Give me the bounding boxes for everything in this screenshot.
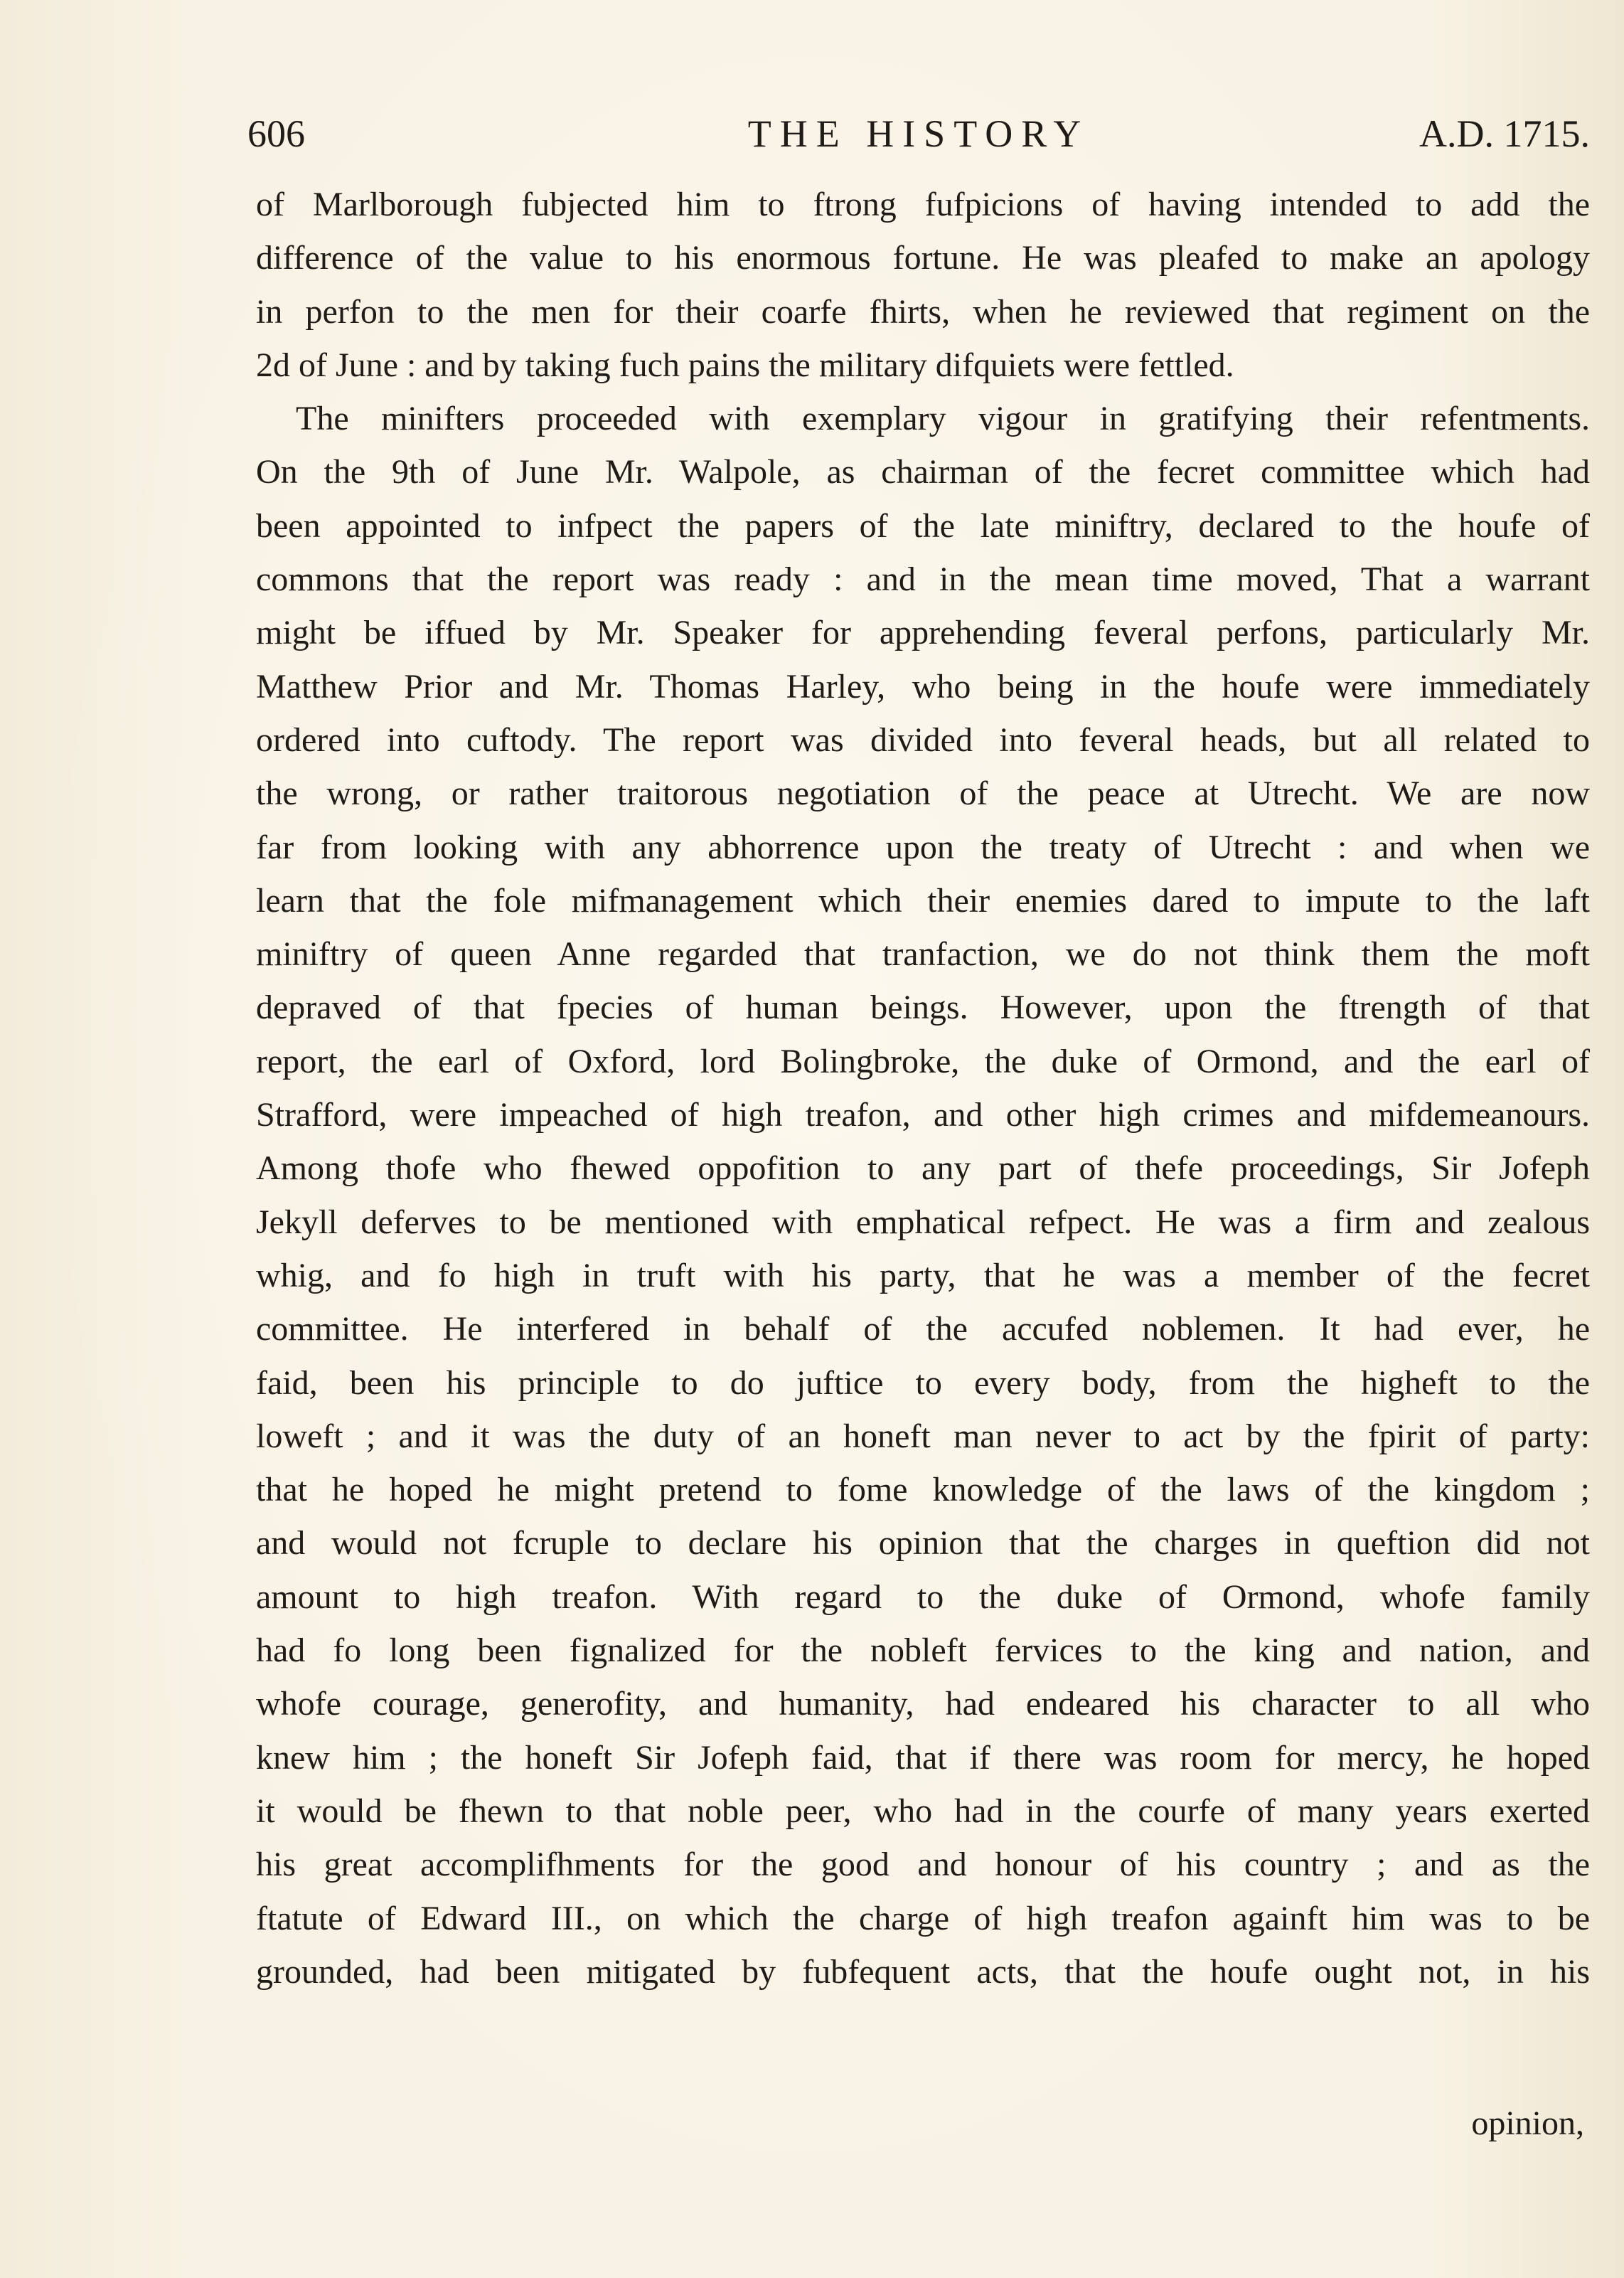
text-line: whig, and fo high in truft with his party, that he was a member of the fecret <box>256 1256 1590 1294</box>
text-line: The minifters proceeded with exemplary vigour in gratifying their refentments. <box>296 400 1590 438</box>
text-line: report, the earl of Oxford, lord Bolingbroke, the duke of Ormond, and the earl of <box>256 1042 1590 1080</box>
text-line: of Marlborough fubjected him to ftrong fufpicions of having intended to add the <box>256 186 1590 223</box>
text-line: knew him ; the honeft Sir Jofeph faid, that if there was room for mercy, he hoped <box>256 1738 1590 1777</box>
year-reference: A.D. 1715. <box>1419 112 1590 155</box>
text-line: faid, been his principle to do juftice to every body, from the higheft to the <box>256 1363 1590 1402</box>
text-line: might be iffued by Mr. Speaker for apprehending feveral perfons, particularly Mr. <box>256 614 1590 652</box>
text-line: Among thofe who fhewed oppofition to any part of thefe proceedings, Sir Jofeph <box>256 1149 1590 1188</box>
text-line: his great accomplifhments for the good and honour of his country ; and as the <box>256 1846 1590 1884</box>
text-line: Jekyll deferves to be mentioned with emphatical refpect. He was a firm and zealous <box>256 1203 1590 1241</box>
catchword: opinion, <box>1471 2104 1584 2142</box>
text-line: been appointed to infpect the papers of the late miniftry, declared to the houfe of <box>256 506 1590 545</box>
text-line: learn that the fole mifmanagement which their enemies dared to impute to the laft <box>256 881 1590 920</box>
page-number: 606 <box>247 112 305 155</box>
text-line: committee. He interfered in behalf of the accufed noblemen. It had ever, he <box>256 1310 1590 1348</box>
text-line: that he hoped he might pretend to fome knowledge of the laws of the kingdom ; <box>256 1471 1590 1509</box>
text-line: amount to high treafon. With regard to the duke of Ormond, whofe family <box>256 1577 1590 1616</box>
text-line: depraved of that fpecies of human beings. However, upon the ftrength of that <box>256 989 1590 1027</box>
running-title: THE HISTORY <box>747 112 1090 155</box>
text-line: difference of the value to his enormous fortune. He was pleafed to make an apology <box>256 239 1590 277</box>
text-line: ftatute of Edward III., on which the charge of high treafon againft him was to be <box>256 1899 1590 1937</box>
text-line: and would not fcruple to declare his opinion that the charges in queftion did not <box>256 1524 1590 1563</box>
text-line: the wrong, or rather traitorous negotiation of the peace at Utrecht. We are now <box>256 775 1590 813</box>
text-line: 2d of June : and by taking fuch pains the military difquiets were fettled. <box>256 346 1234 384</box>
text-line: it would be fhewn to that noble peer, who had in the courfe of many years exerted <box>256 1792 1590 1830</box>
text-line: grounded, had been mitigated by fubfequent acts, that the houfe ought not, in his <box>256 1952 1590 1991</box>
text-line: had fo long been fignalized for the nobleft fervices to the king and nation, and <box>256 1632 1590 1670</box>
text-line: whofe courage, generofity, and humanity, had endeared his character to all who <box>256 1685 1590 1723</box>
text-line: On the 9th of June Mr. Walpole, as chairman of the fecret committee which had <box>256 453 1590 491</box>
text-line: loweft ; and it was the duty of an honeft man never to act by the fpirit of party: <box>256 1417 1590 1455</box>
text-line: Strafford, were impeached of high treafon, and other high crimes and mifdemeanours. <box>256 1096 1590 1134</box>
page-header <box>247 105 1590 162</box>
text-line: miniftry of queen Anne regarded that tranfaction, we do not think them the moft <box>256 935 1590 974</box>
body-text <box>256 178 1590 1998</box>
text-line: commons that the report was ready : and in the mean time moved, That a warrant <box>256 560 1590 599</box>
text-line: Matthew Prior and Mr. Thomas Harley, who being in the houfe were immediately <box>256 667 1590 706</box>
text-line: in perfon to the men for their coarfe fhirts, when he reviewed that regiment on the <box>256 292 1590 331</box>
text-line: far from looking with any abhorrence upon the treaty of Utrecht : and when we <box>256 828 1590 866</box>
text-line: ordered into cuftody. The report was divided into feveral heads, but all related to <box>256 720 1590 759</box>
